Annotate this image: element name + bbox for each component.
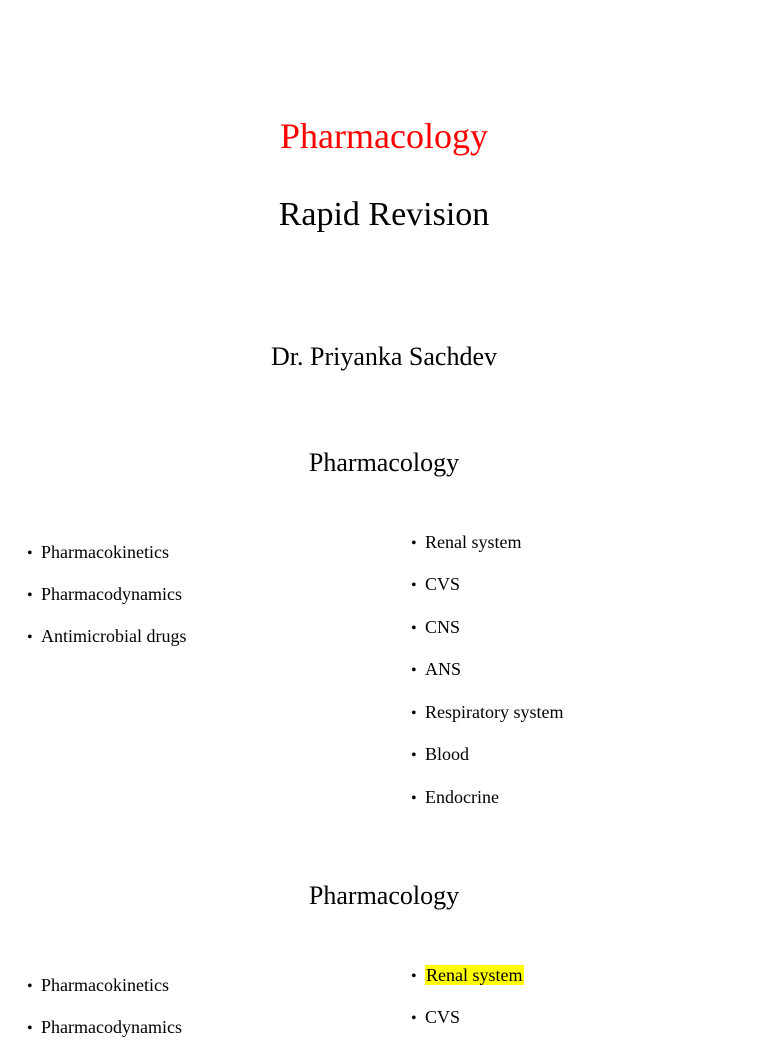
- bullet-icon: •: [411, 535, 417, 552]
- bullet-icon: •: [411, 577, 417, 594]
- slide-heading: Pharmacology: [308, 881, 460, 910]
- bullet-icon: •: [411, 968, 417, 985]
- bullet-icon: •: [27, 629, 33, 646]
- list-item: [27, 540, 169, 566]
- list-item: [411, 785, 499, 811]
- bullet-icon: •: [27, 545, 33, 562]
- list-item-label: Pharmacokinetics: [41, 542, 169, 562]
- list-item: [27, 582, 182, 608]
- list-item-label: Pharmacodynamics: [41, 584, 182, 604]
- list-item-label: ANS: [425, 659, 462, 679]
- list-item: [411, 963, 524, 989]
- list-item-label: Pharmacokinetics: [41, 975, 169, 995]
- list-item: [411, 615, 460, 641]
- presentation-title: Pharmacology: [280, 116, 488, 156]
- list-item-label: Endocrine: [425, 787, 499, 807]
- list-item: [27, 973, 169, 999]
- slide-heading: Pharmacology: [308, 448, 460, 477]
- list-item-label: Respiratory system: [425, 702, 564, 722]
- bullet-icon: •: [27, 978, 33, 995]
- bullet-icon: •: [27, 587, 33, 604]
- list-item: [411, 657, 461, 683]
- author-name: Dr. Priyanka Sachdev: [270, 342, 497, 371]
- list-item-label: Blood: [425, 744, 470, 764]
- list-item: [411, 572, 460, 598]
- bullet-icon: •: [27, 1020, 33, 1037]
- list-item: [411, 742, 469, 768]
- bullet-icon: •: [411, 790, 417, 807]
- presentation-subtitle: Rapid Revision: [278, 196, 490, 233]
- list-item: [27, 624, 186, 650]
- bullet-icon: •: [411, 747, 417, 764]
- bullet-icon: •: [411, 662, 417, 679]
- highlighted-list-item-label: Renal system: [426, 965, 523, 985]
- list-item: [411, 700, 563, 726]
- list-item: [411, 1005, 460, 1031]
- list-item-label: CVS: [425, 574, 461, 594]
- list-item-label: Renal system: [425, 532, 522, 552]
- list-item-label: CVS: [425, 1007, 461, 1027]
- bullet-icon: •: [411, 705, 417, 722]
- list-item-label: Pharmacodynamics: [41, 1017, 182, 1037]
- list-item-label: Antimicrobial drugs: [41, 626, 187, 646]
- list-item: [411, 530, 522, 556]
- bullet-icon: •: [411, 1010, 417, 1027]
- list-item: [27, 1015, 182, 1041]
- list-item-label: CNS: [425, 617, 461, 637]
- bullet-icon: •: [411, 620, 417, 637]
